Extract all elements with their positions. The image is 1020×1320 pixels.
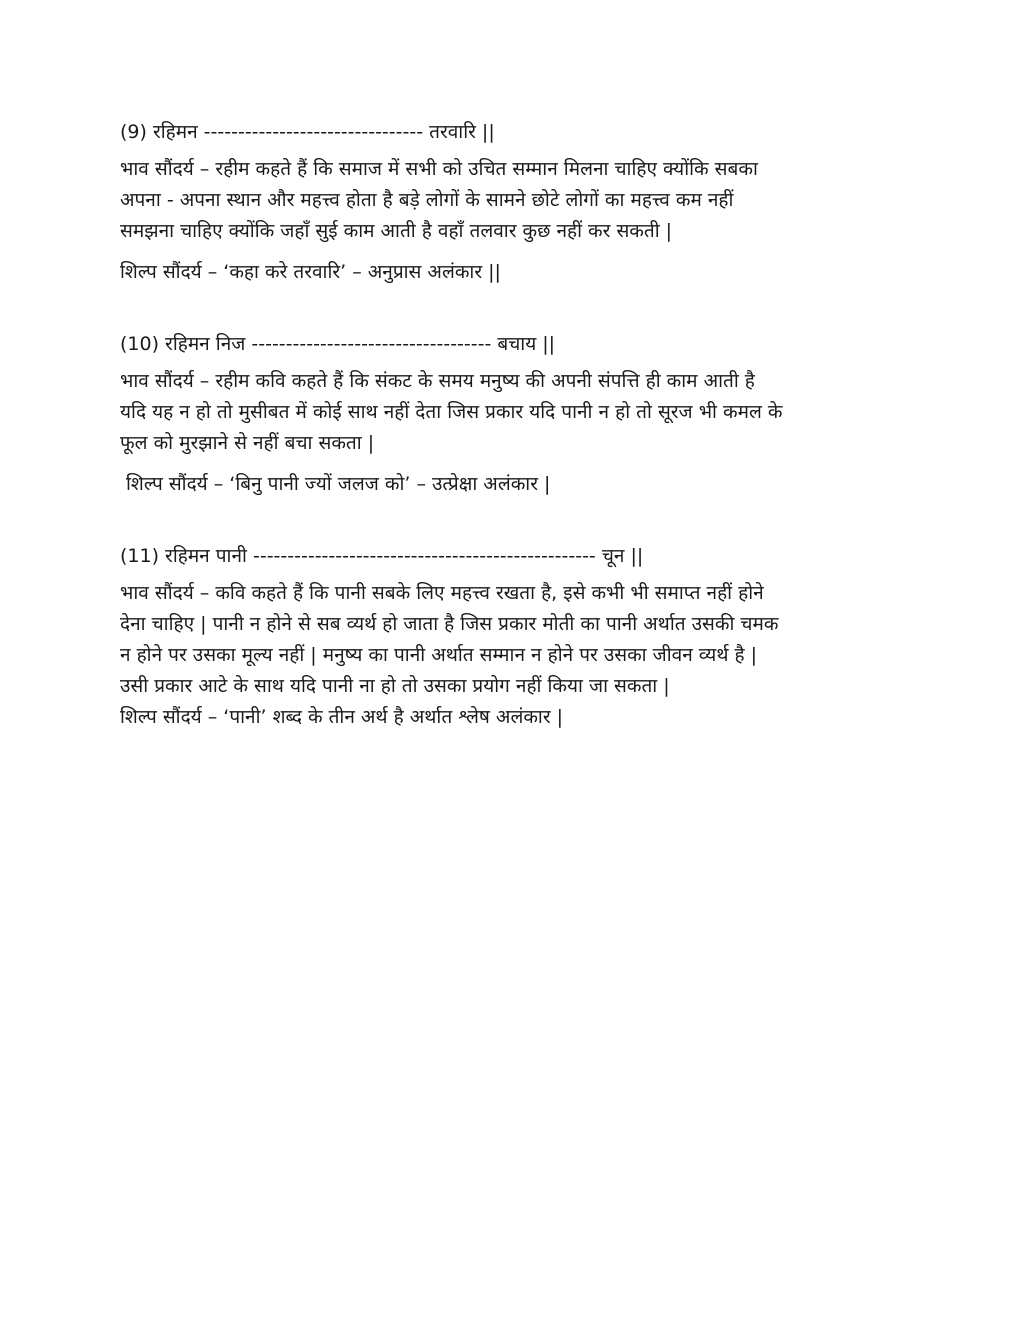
paragraph-line: भाव सौंदर्य – कवि कहते हैं कि पानी सबके लिए महत्त्व रखता है, इसे कभी भी समाप्त नहीं होने <box>120 582 764 604</box>
paragraph-line: न होने पर उसका मूल्य नहीं | मनुष्य का पानी अर्थात सम्मान न होने पर उसका जीवन व्यर्थ है | <box>120 644 758 666</box>
shilp-saundarya-line: शिल्प सौंदर्य – ‘कहा करे तरवारि’ – अनुप्रास अलंकार || <box>120 261 501 283</box>
shilp-saundarya-line: शिल्प सौंदर्य – ‘पानी’ शब्द के तीन अर्थ है अर्थात श्लेष अलंकार | <box>120 706 564 728</box>
paragraph-line: देना चाहिए | पानी न होने से सब व्यर्थ हो जाता है जिस प्रकार मोती का पानी अर्थात उसकी चमक <box>120 613 779 635</box>
paragraph-line: भाव सौंदर्य – रहीम कवि कहते हैं कि संकट के समय मनुष्य की अपनी संपत्ति ही काम आती है <box>120 370 755 392</box>
paragraph-line: अपना - अपना स्थान और महत्त्व होता है बड़े लोगों के सामने छोटे लोगों का महत्त्व कम नहीं <box>120 189 734 211</box>
verse-heading: (10) रहिमन निज ----------------------------------- बचाय || <box>120 333 556 355</box>
paragraph-line: समझना चाहिए क्योंकि जहाँ सुई काम आती है वहाँ तलवार कुछ नहीं कर सकती | <box>120 220 673 242</box>
bhav-saundarya-paragraph <box>120 578 920 702</box>
paragraph-line: यदि यह न हो तो मुसीबत में कोई साथ नहीं देता जिस प्रकार यदि पानी न हो तो सूरज भी कमल के <box>120 401 783 423</box>
verse-heading: (9) रहिमन -------------------------------- तरवारि || <box>120 121 495 143</box>
paragraph-line: भाव सौंदर्य – रहीम कहते हैं कि समाज में सभी को उचित सम्मान मिलना चाहिए क्योंकि सबका <box>120 158 758 180</box>
verse-section-9 <box>120 117 920 288</box>
verse-heading: (11) रहिमन पानी -------------------------------------------------- चून || <box>120 545 644 567</box>
verse-section-10 <box>120 329 920 500</box>
paragraph-line: फूल को मुरझाने से नहीं बचा सकता | <box>120 432 375 454</box>
shilp-saundarya-line: शिल्प सौंदर्य – ‘बिनु पानी ज्यों जलज को’ – उत्प्रेक्षा अलंकार | <box>126 473 551 495</box>
verse-section-11 <box>120 541 920 733</box>
bhav-saundarya-paragraph <box>120 366 920 459</box>
document-content <box>120 117 920 774</box>
bhav-saundarya-paragraph <box>120 154 920 247</box>
paragraph-line: उसी प्रकार आटे के साथ यदि पानी ना हो तो उसका प्रयोग नहीं किया जा सकता | <box>120 675 670 697</box>
